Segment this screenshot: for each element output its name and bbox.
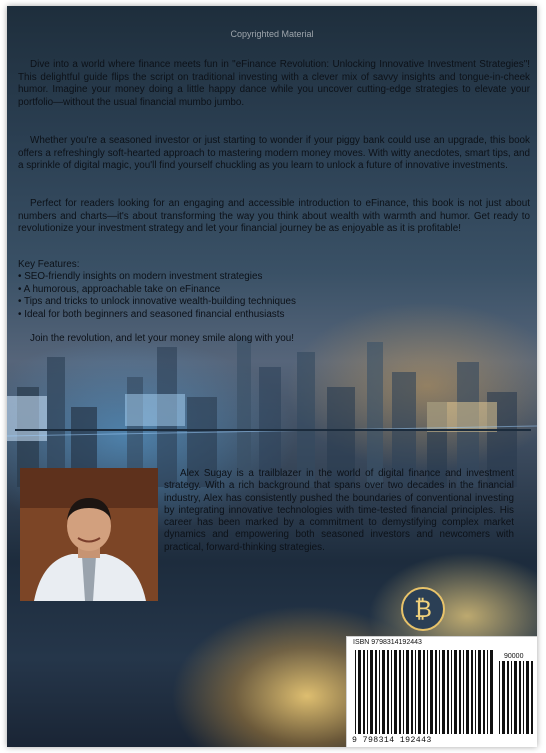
barcode-bar xyxy=(502,661,505,734)
barcode-bar xyxy=(475,650,476,734)
digital-screens-graphic xyxy=(7,376,537,446)
isbn-barcode xyxy=(346,636,537,747)
barcode-bar xyxy=(430,650,433,734)
barcode-bar xyxy=(478,650,481,734)
description-paragraph-3: Perfect for readers looking for an engaging and accessible introduction to eFinance, this book is not just about numbers and charts—it's about transforming the way you think about wealth with warmth and humor. Get ready to revolutionize your investment strategy and let your financial journey be as enjoyable as it is profitable! xyxy=(18,198,530,235)
barcode-bar xyxy=(519,661,521,734)
barcode-bar xyxy=(406,650,409,734)
barcode-bar xyxy=(355,650,356,734)
barcode-bar xyxy=(411,650,413,734)
barcode-bar xyxy=(379,650,380,734)
barcode-bar xyxy=(403,650,404,734)
feature-item: • SEO-friendly insights on modern investment strategies xyxy=(18,271,398,283)
barcode-bar xyxy=(531,661,533,734)
barcode-bar xyxy=(526,661,529,734)
barcode-bar xyxy=(459,650,461,734)
feature-item: • A humorous, approachable take on eFinance xyxy=(18,284,398,296)
addon-barcode-bars xyxy=(499,661,535,734)
barcode-bar xyxy=(418,650,421,734)
barcode-bar xyxy=(382,650,385,734)
barcode-bar xyxy=(427,650,428,734)
barcode-bar xyxy=(466,650,469,734)
barcode-bar xyxy=(363,650,365,734)
barcode-bar xyxy=(454,650,457,734)
barcode-bar xyxy=(399,650,401,734)
barcode-bar xyxy=(375,650,377,734)
key-features-list xyxy=(18,271,398,321)
barcode-bars xyxy=(355,650,495,734)
barcode-bar xyxy=(367,650,368,734)
barcode-bar xyxy=(499,661,500,734)
feature-item: • Ideal for both beginners and seasoned financial enthusiasts xyxy=(18,309,398,321)
barcode-bar xyxy=(507,661,509,734)
author-portrait-image xyxy=(20,468,158,601)
barcode-bar xyxy=(442,650,445,734)
barcode-bar xyxy=(370,650,373,734)
divider xyxy=(15,429,531,431)
barcode-bar xyxy=(483,650,485,734)
closing-line: Join the revolution, and let your money smile along with you! xyxy=(30,333,295,344)
key-features xyxy=(18,259,398,321)
barcode-bar xyxy=(523,661,524,734)
description-paragraph-2: Whether you're a seasoned investor or just starting to wonder if your piggy bank could use an upgrade, this book offers a refreshingly soft-hearted approach to mastering modern money moves. With witty anecdotes, smart tips, and a sprinkle of digital magic, you'll find yourself chuckling as you learn to unlock a future of innovative investments. xyxy=(18,135,530,172)
svg-text:₿: ₿ xyxy=(414,595,432,623)
barcode-bar xyxy=(511,661,512,734)
barcode-bar xyxy=(514,661,517,734)
barcode-bar xyxy=(415,650,416,734)
barcode-bar xyxy=(394,650,397,734)
description-paragraph-1: Dive into a world where finance meets fun in "eFinance Revolution: Unlocking Innovative Investment Strategies"! This delightful guide flips the script on traditional investing with a clever mix of savvy insights and tongue-in-cheek humor. Imagine your money doing a little happy dance while you uncover cutting-edge strategies to elevate your portfolio—without the usual financial mumbo jumbo. xyxy=(18,59,530,108)
barcode-bar xyxy=(471,650,473,734)
author-bio: Alex Sugay is a trailblazer in the world of digital finance and investment strategy. With a rich background that spans over two decades in the financial industry, Alex has consistently pushed the boundaries of conventional investing by integrating innovative technologies with time-tested financial principles. His career has been marked by a commitment to demystifying complex market dynamics and empowering both seasoned investors and newcomers with practical, forward-thinking strategies. xyxy=(164,468,514,553)
isbn-label: ISBN 9798314192443 xyxy=(353,639,422,646)
barcode-bar xyxy=(439,650,440,734)
barcode-bar xyxy=(451,650,452,734)
barcode-bar xyxy=(435,650,437,734)
watermark: Copyrighted Material xyxy=(230,29,314,39)
barcode-bar xyxy=(387,650,389,734)
barcode-bar xyxy=(463,650,464,734)
barcode-bar xyxy=(423,650,425,734)
key-features-heading: Key Features: xyxy=(18,259,80,270)
barcode-bar xyxy=(447,650,449,734)
back-cover xyxy=(7,6,537,747)
barcode-bar xyxy=(487,650,488,734)
author-photo xyxy=(20,468,158,601)
barcode-bar xyxy=(358,650,361,734)
barcode-digits: 9 798314 192443 xyxy=(352,736,432,745)
price-code: 90000 xyxy=(504,653,524,660)
feature-item: • Tips and tricks to unlock innovative wealth-building techniques xyxy=(18,296,398,308)
bitcoin-icon xyxy=(400,586,446,632)
barcode-bar xyxy=(391,650,392,734)
barcode-bar xyxy=(490,650,493,734)
